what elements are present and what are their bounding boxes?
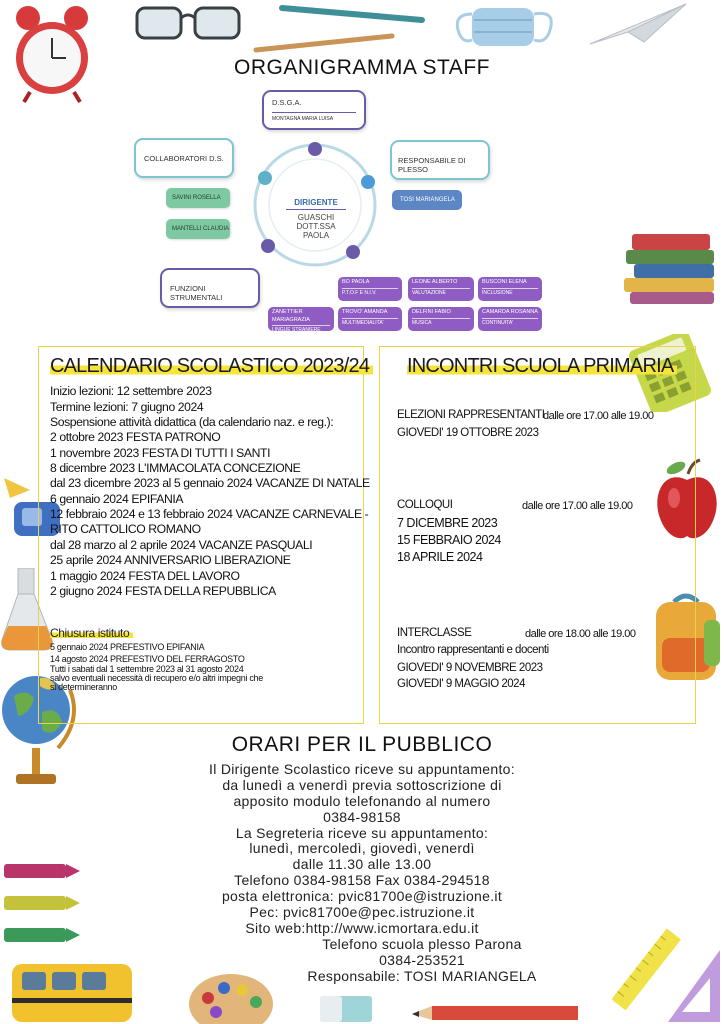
- collaboratori-label: COLLABORATORI D.S.: [144, 154, 224, 163]
- funzione-name: LEONE ALBERTO: [412, 279, 470, 289]
- collaboratori-box: [134, 138, 234, 178]
- orari-title: ORARI PER IL PUBBLICO: [231, 733, 493, 756]
- calendario-line: Sospensione attività didattica (da calendario naz. e reg.):: [50, 415, 334, 429]
- orari-line: Il Dirigente Scolastico riceve su appuntamento:: [209, 761, 515, 777]
- collaboratore-2: MANTELLI CLAUDIA: [166, 219, 230, 239]
- elezioni-date: GIOVEDI' 19 OTTOBRE 2023: [397, 427, 539, 439]
- interclasse-sub: Incontro rappresentanti e docenti: [397, 644, 549, 656]
- colloqui-date: 7 DICEMBRE 2023: [397, 516, 498, 530]
- dirigente-label: DIRIGENTE: [286, 198, 346, 210]
- calendario-line: 8 dicembre 2023 L'IMMACOLATA CONCEZIONE: [50, 461, 301, 475]
- interclasse-date: GIOVEDI' 9 MAGGIO 2024: [397, 678, 525, 690]
- calendario-line: 2 giugno 2024 FESTA DELLA REPUBBLICA: [50, 584, 276, 598]
- funzione-role: MUSICA: [412, 319, 432, 326]
- orari-line: lunedì, mercoledì, giovedì, venerdì: [249, 840, 475, 856]
- dsga-name: MONTAGNA MARIA LUISA: [272, 116, 334, 122]
- funzione-item: [408, 277, 474, 301]
- org-chart-title: ORGANIGRAMMA STAFF: [234, 56, 490, 79]
- orari-responsabile: Responsabile: TOSI MARIANGELA: [307, 968, 537, 984]
- calendario-line: 1 maggio 2024 FESTA DEL LAVORO: [50, 569, 240, 583]
- funzione-role: MULTIMEDIALITA': [342, 319, 384, 326]
- dirigente-name-2: DOTT.SSA PAOLA: [296, 222, 336, 240]
- calendario-line: dal 28 marzo al 2 aprile 2024 VACANZE PASQUALI: [50, 538, 313, 552]
- elezioni-label: ELEZIONI RAPPRESENTANTI: [397, 409, 545, 421]
- calendario-line: Inizio lezioni: 12 settembre 2023: [50, 384, 212, 398]
- chiusura-title: Chiusura istituto: [50, 626, 133, 640]
- alarm-clock-icon: [6, 0, 98, 104]
- chiusura-line: Tutti i sabati dal 1 settembre 2023 al 31 agosto 2024: [50, 664, 244, 674]
- dsga-label: D.S.G.A.: [272, 98, 356, 113]
- calendario-line: dal 23 dicembre 2023 al 5 gennaio 2024 VACANZE DI NATALE: [50, 476, 370, 490]
- orari-line: dalle 11.30 alle 13.00: [292, 856, 432, 872]
- chiusura-line: 14 agosto 2024 PREFESTIVO DEL FERRAGOSTO: [50, 654, 245, 664]
- eraser-icon: [316, 990, 376, 1024]
- orari-line: da lunedì a venerdì previa sottoscrizione di: [222, 777, 502, 793]
- funzioni-strumentali-box: [160, 268, 260, 308]
- chiusura-line: 5 gennaio 2024 PREFESTIVO EPIFANIA: [50, 642, 205, 652]
- orari-email: posta elettronica: pvic81700e@istruzione.it: [221, 888, 503, 904]
- interclasse-label: INTERCLASSE: [397, 627, 472, 639]
- elezioni-time: dalle ore 17.00 alle 19.00: [543, 410, 654, 422]
- calendario-line: 1 novembre 2023 FESTA DI TUTTI I SANTI: [50, 446, 271, 460]
- orari-parona-label: Telefono scuola plesso Parona: [322, 936, 522, 952]
- funzione-item: [268, 307, 334, 331]
- orari-phone-fax: Telefono 0384-98158 Fax 0384-294518: [234, 872, 490, 888]
- colloqui-label: COLLOQUI: [397, 499, 453, 511]
- responsabile-plesso-label: RESPONSABILE DI PLESSO: [398, 156, 466, 174]
- funzione-role: CONTINUITA': [482, 319, 514, 326]
- orari-phone-dirigente: 0384-98158: [323, 809, 401, 825]
- funzione-role: INCLUSIONE: [482, 289, 513, 296]
- colloqui-date: 18 APRILE 2024: [397, 550, 483, 564]
- funzione-item: [478, 277, 542, 301]
- orari-line: La Segreteria riceve su appuntamento:: [235, 825, 489, 841]
- orari-parona-phone: 0384-253521: [379, 952, 465, 968]
- calendario-line: 12 febbraio 2024 e 13 febbraio 2024 VACANZE CARNEVALE -: [50, 507, 369, 521]
- calendario-line: Termine lezioni: 7 giugno 2024: [50, 400, 204, 414]
- funzione-item: [408, 307, 474, 331]
- interclasse-time: dalle ore 18.00 alle 19.00: [525, 628, 636, 640]
- orari-pec: Pec: pvic81700e@pec.istruzione.it: [249, 904, 475, 920]
- chiusura-line: si determineranno: [50, 682, 117, 692]
- funzione-role: P.T.O.F E N.I.V.: [342, 289, 377, 296]
- funzione-role: VALUTAZIONE: [412, 289, 446, 296]
- funzione-name: BUSCONI ELENA: [482, 279, 538, 289]
- responsabile-plesso-name: TOSI MARIANGELA: [392, 190, 462, 210]
- funzione-name: ZANETTIER MARIAGRAZIA: [272, 309, 330, 326]
- funzione-item: [478, 307, 542, 331]
- dirigente-name-1: GUASCHI: [297, 213, 335, 222]
- interclasse-date: GIOVEDI' 9 NOVEMBRE 2023: [397, 662, 543, 674]
- funzione-item: [338, 307, 402, 331]
- face-mask-icon: [450, 0, 560, 60]
- colloqui-date: 15 FEBBRAIO 2024: [397, 533, 501, 547]
- primaria-title: INCONTRI SCUOLA PRIMARIA: [407, 355, 677, 378]
- chiusura-line: salvo eventuali necessità di recupero e/o altri impegni che: [50, 673, 263, 683]
- pencil-icon: [410, 1000, 580, 1024]
- books-icon: [622, 228, 722, 308]
- funzione-name: CAMARDA ROSANNA: [482, 309, 538, 319]
- calendario-line: 2 ottobre 2023 FESTA PATRONO: [50, 430, 221, 444]
- dsga-box: [262, 90, 366, 130]
- calendario-line: 6 gennaio 2024 EPIFANIA: [50, 492, 184, 506]
- orari-website: Sito web:http://www.icmortara.edu.it: [245, 920, 479, 936]
- calendario-title: CALENDARIO SCOLASTICO 2023/24: [50, 355, 373, 378]
- responsabile-plesso-box: [390, 140, 490, 180]
- paper-plane-icon: [588, 2, 688, 48]
- colloqui-time: dalle ore 17.00 alle 19.00: [522, 500, 633, 512]
- funzione-name: DELFINI FABIO: [412, 309, 470, 319]
- calendario-line: 25 aprile 2024 ANNIVERSARIO LIBERAZIONE: [50, 553, 291, 567]
- funzione-item: [338, 277, 402, 301]
- calendario-line: RITO CATTOLICO ROMANO: [50, 522, 201, 536]
- funzione-role: LINGUE STRANIERE: [272, 327, 321, 333]
- glasses-icon: [133, 2, 243, 46]
- dirigente-node: [286, 198, 346, 240]
- funzione-name: TROVO' AMANDA: [342, 309, 398, 319]
- collaboratore-1: SAVINI ROSELLA: [166, 188, 230, 208]
- paintbrush-icon: [252, 0, 427, 56]
- funzioni-strumentali-label: FUNZIONI STRUMENTALI: [170, 284, 223, 302]
- funzione-name: BO PAOLA: [342, 279, 398, 289]
- orari-line: apposito modulo telefonando al numero: [233, 793, 491, 809]
